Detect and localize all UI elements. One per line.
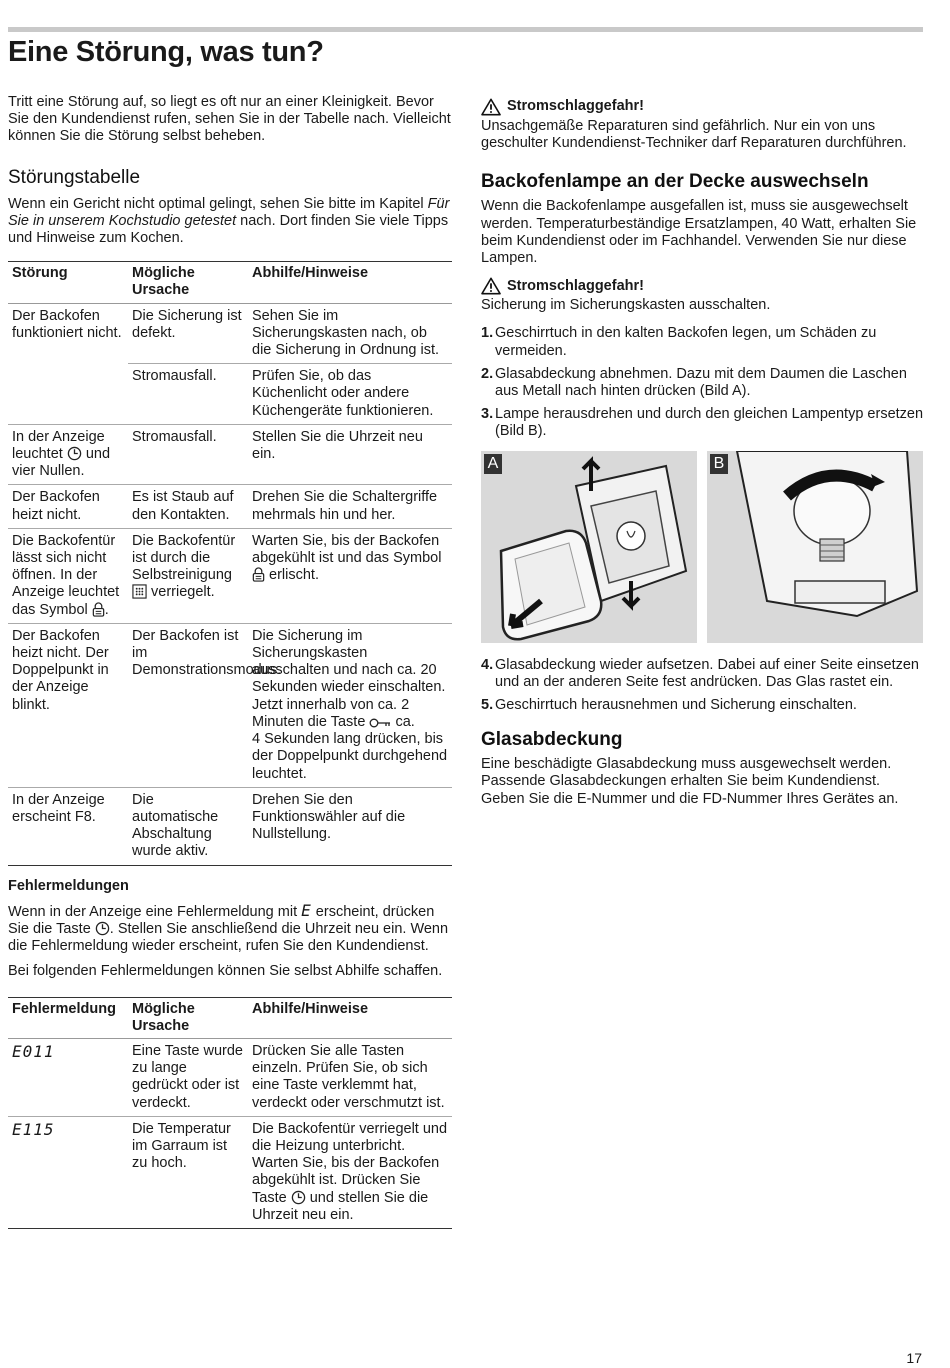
cell-stoerung: Der Backofen funktioniert nicht. xyxy=(12,307,122,341)
cell-abhilfe: Warten Sie, bis der Backofen abgekühlt ist und das Symbol erlischt. xyxy=(248,528,452,623)
table-row xyxy=(8,1116,452,1228)
steps-list-a xyxy=(481,325,925,440)
cell-ursache: Eine Taste wurde zu lange gedrückt oder ist verdeckt. xyxy=(128,1038,248,1116)
steps-list-b xyxy=(481,657,925,715)
intro-paragraph: Tritt eine Störung auf, so liegt es oft nur an einer Kleinigkeit. Bevor Sie den Kundendienst rufen, sehen Sie in der Tabelle nach. Vielleicht können Sie die Störung selbst beheben. xyxy=(8,94,451,145)
figure-a-label: A xyxy=(484,454,502,474)
lamp-heading: Backofenlampe an der Decke auswechseln xyxy=(481,171,869,193)
fehlermeldungen-paragraph-1: Wenn in der Anzeige eine Fehlermeldung mit E erscheint, drücken Sie die Taste . Stellen Sie anschließend die Uhrzeit neu ein. Wenn die Fehlermeldung wieder erscheint, rufen Sie den Kundendienst. xyxy=(8,900,449,955)
cell-ursache: Stromausfall. xyxy=(128,424,248,485)
warning-icon xyxy=(481,98,501,116)
cell-error-code: E011 xyxy=(8,1038,128,1116)
fehlermeldungen-paragraph-2: Bei folgenden Fehlermeldungen können Sie selbst Abhilfe schaffen. xyxy=(8,963,443,980)
table-row xyxy=(8,1038,452,1116)
cell-stoerung xyxy=(8,364,128,425)
lock-icon xyxy=(92,602,105,617)
cell-ursache: Der Backofen ist im Demonstrationsmodus. xyxy=(128,623,248,787)
stoerungstabelle-intro: Wenn ein Gericht nicht optimal gelingt, sehen Sie bitte im Kapitel Für Sie in unserem Kochstudio getestet nach. Dort finden Sie viele Tipps und Hinweise zum Kochen. xyxy=(8,195,450,247)
clock-icon xyxy=(291,1190,306,1205)
cell-abhilfe: Sehen Sie im Sicherungskasten nach, ob die Sicherung in Ordnung ist. xyxy=(248,303,452,364)
cell-stoerung: In der Anzeige erscheint F8. xyxy=(8,787,128,865)
list-item: 4. Glasabdeckung wieder aufsetzen. Dabei auf einer Seite einsetzen und an der anderen Seite fest andrücken. Das Glas rastet ein. xyxy=(481,656,919,690)
page-number: 17 xyxy=(906,1350,922,1366)
figures xyxy=(481,451,925,643)
lock-icon xyxy=(252,567,265,582)
col-header-stoerung: Störung xyxy=(8,262,128,303)
warning-1-text: Unsachgemäße Reparaturen sind gefährlich. Nur ein von uns geschulter Kundendienst-Techniker darf Reparaturen durchführen. xyxy=(481,118,907,152)
key-icon xyxy=(369,717,391,729)
col-header-abhilfe: Abhilfe/Hinweise xyxy=(248,262,452,303)
figure-a xyxy=(481,451,697,643)
table-row xyxy=(8,528,452,623)
warning-1 xyxy=(481,98,925,116)
glass-cover-illustration xyxy=(481,451,697,643)
cell-ursache: Die Backofentür ist durch die Selbstreinigung verriegelt. xyxy=(128,528,248,623)
col-header-fehlermeldung: Fehlermeldung xyxy=(8,997,128,1038)
cell-abhilfe: Die Backofentür verriegelt und die Heizung unterbricht. Warten Sie, bis der Backofen abgekühlt ist. Drücken Sie Taste und stellen Sie die Uhrzeit neu ein. xyxy=(248,1116,452,1228)
table-row xyxy=(8,364,452,425)
stoerungstabelle-heading: Störungstabelle xyxy=(8,166,141,188)
cell-stoerung: Die Backofentür lässt sich nicht öffnen. In der Anzeige leuchtet das Symbol . xyxy=(8,528,128,623)
cell-ursache: Die automatische Abschaltung wurde aktiv. xyxy=(128,787,248,865)
cell-abhilfe: Die Sicherung im Sicherungskasten ausschalten und nach ca. 20 Sekunden wieder einschalten. Jetzt innerhalb von ca. 2 Minuten die Taste ca. 4 Sekunden lang drücken, bis der Doppelpunkt durchgehend leuchtet. xyxy=(248,623,452,787)
warning-1-label: Stromschlaggefahr! xyxy=(507,98,644,115)
cell-abhilfe: Stellen Sie die Uhrzeit neu ein. xyxy=(248,424,452,485)
cell-ursache: Es ist Staub auf den Kontakten. xyxy=(128,485,248,528)
table-row xyxy=(8,623,452,787)
cell-stoerung: Der Backofen heizt nicht. Der Doppelpunkt in der Anzeige blinkt. xyxy=(8,623,128,787)
warning-icon xyxy=(481,277,501,295)
page-title: Eine Störung, was tun? xyxy=(8,36,324,68)
list-item: 3. Lampe herausdrehen und durch den gleichen Lampentyp ersetzen (Bild B). xyxy=(481,406,924,440)
lamp-text: Wenn die Backofenlampe ausgefallen ist, muss sie ausgewechselt werden. Temperaturbeständige Ersatzlampen, 40 Watt, erhalten Sie beim Kundendienst oder im Fachhandel. Verwenden Sie nur diese Lampen. xyxy=(481,198,917,267)
clock-icon xyxy=(67,446,82,461)
table-row xyxy=(8,485,452,528)
cell-ursache: Stromausfall. xyxy=(128,364,248,425)
cell-abhilfe: Drehen Sie den Funktionswähler auf die Nullstellung. xyxy=(248,787,452,865)
warning-2-text: Sicherung im Sicherungskasten ausschalten. xyxy=(481,297,771,314)
cell-ursache: Die Sicherung ist defekt. xyxy=(128,303,248,364)
warning-2 xyxy=(481,277,925,295)
glas-heading: Glasabdeckung xyxy=(481,729,623,751)
list-item: 2. Glasabdeckung abnehmen. Dazu mit dem Daumen die Laschen aus Metall nach hinten drücken (Bild A). xyxy=(481,365,907,400)
cell-error-code: E115 xyxy=(8,1116,128,1228)
right-column xyxy=(481,98,925,808)
cell-stoerung: In der Anzeige leuchtet und vier Nullen. xyxy=(8,424,128,485)
figure-b-label: B xyxy=(710,454,728,474)
col-header-ursache: Mögliche Ursache xyxy=(128,262,248,303)
lamp-replacement-illustration xyxy=(707,451,923,643)
table-header-row xyxy=(8,262,452,303)
left-column xyxy=(8,94,452,1229)
stoerungstabelle-table xyxy=(8,261,452,865)
col-header-abhilfe: Abhilfe/Hinweise xyxy=(248,997,452,1038)
warning-2-label: Stromschlaggefahr! xyxy=(507,277,644,294)
list-item: 5. Geschirrtuch herausnehmen und Sicherung einschalten. xyxy=(481,697,857,714)
cell-abhilfe: Drücken Sie alle Tasten einzeln. Prüfen Sie, ob sich eine Taste verklemmt hat, verdeckt oder verschmutzt ist. xyxy=(248,1038,452,1116)
table-header-row xyxy=(8,997,452,1038)
figure-b xyxy=(707,451,923,643)
cell-ursache: Die Temperatur im Garraum ist zu hoch. xyxy=(128,1116,248,1228)
cell-abhilfe: Prüfen Sie, ob das Küchenlicht oder andere Küchengeräte funktionieren. xyxy=(248,364,452,425)
list-item: 1. Geschirrtuch in den kalten Backofen legen, um Schäden zu vermeiden. xyxy=(481,325,877,359)
glas-text: Eine beschädigte Glasabdeckung muss ausgewechselt werden. Passende Glasabdeckungen erhalten Sie beim Kundendienst. Geben Sie die E-Nummer und die FD-Nummer Ihres Gerätes an. xyxy=(481,756,899,807)
top-rule xyxy=(8,27,923,32)
table-row xyxy=(8,303,452,364)
self-clean-icon xyxy=(132,584,147,599)
col-header-ursache: Mögliche Ursache xyxy=(128,997,248,1038)
error-e-symbol: E xyxy=(301,900,312,920)
table-row xyxy=(8,787,452,865)
fehlermeldungen-table xyxy=(8,997,452,1229)
cell-abhilfe: Drehen Sie die Schaltergriffe mehrmals hin und her. xyxy=(248,485,452,528)
cell-stoerung: Der Backofen heizt nicht. xyxy=(8,485,128,528)
clock-icon xyxy=(95,921,110,936)
table-row xyxy=(8,424,452,485)
fehlermeldungen-heading: Fehlermeldungen xyxy=(8,877,129,894)
